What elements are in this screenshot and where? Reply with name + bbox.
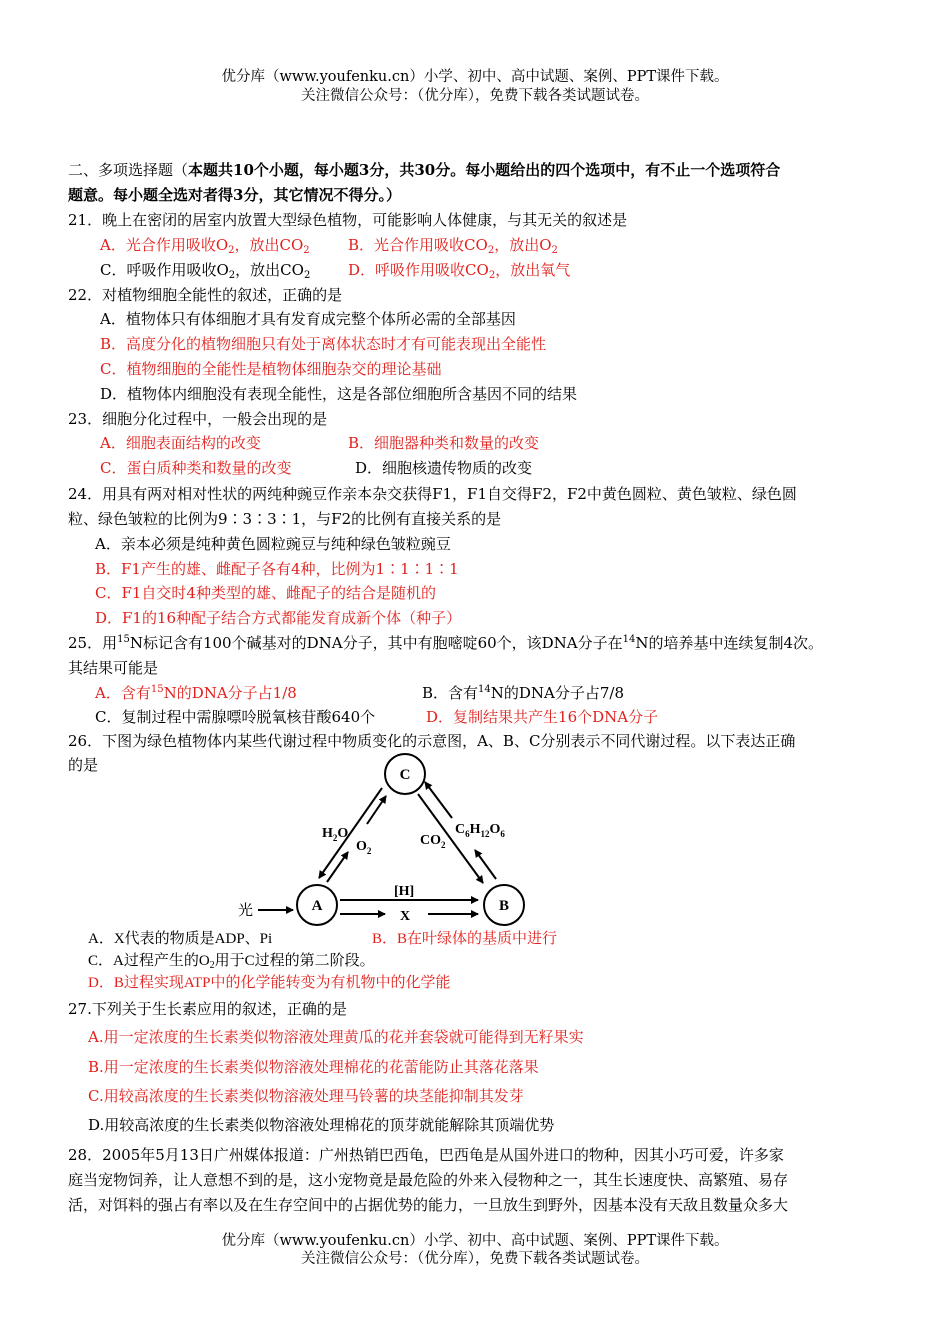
label-x: X bbox=[400, 909, 411, 924]
page-header-line2: 关注微信公众号：（优分库），免费下载各类试题试卷。 bbox=[301, 88, 649, 104]
q21-option-c: C．呼吸作用吸收$O_2$，放出$CO_2$ bbox=[100, 261, 311, 281]
section-title bbox=[68, 160, 780, 180]
q24-option-d: D．F1的16种配子结合方式都能发育成新个体（种子） bbox=[95, 609, 462, 627]
arrow-b-to-c bbox=[475, 850, 496, 879]
section-title-label: 二、多项选择题（ bbox=[68, 161, 189, 179]
q23-stem: 23．细胞分化过程中，一般会出现的是 bbox=[68, 410, 328, 428]
q22-option-d: D．植物体内细胞没有表现全能性，这是各部位细胞所含基因不同的结果 bbox=[100, 385, 578, 403]
light-label: 光 bbox=[238, 903, 254, 919]
q27-option-b: B.用一定浓度的生长素类似物溶液处理棉花的花蕾能防止其落花落果 bbox=[88, 1058, 539, 1076]
q24-stem-1: 24．用具有两对相对性状的两纯种豌豆作亲本杂交获得F1，F1自交得F2，F2中黄色圆粒、黄色皱粒、绿色圆 bbox=[68, 485, 797, 503]
svg-text:B: B bbox=[498, 898, 510, 914]
label-co2: $CO_2$ bbox=[420, 833, 446, 850]
arrow-a-to-c bbox=[367, 796, 386, 824]
q21-option-a: A．光合作用吸收$O_2$，放出$CO_2$ bbox=[100, 236, 310, 256]
q25-option-c: C．复制过程中需腺嘌呤脱氧核苷酸640个 bbox=[95, 708, 376, 726]
node-b bbox=[484, 885, 524, 925]
q24-option-a: A．亲本必须是纯种黄色圆粒豌豆与纯种绿色皱粒豌豆 bbox=[95, 535, 451, 553]
q24-option-b: B．F1产生的雄、雌配子各有4种，比例为1∶1∶1∶1 bbox=[95, 560, 459, 578]
q25-stem-2: 其结果可能是 bbox=[68, 659, 159, 677]
q27-option-c: C.用较高浓度的生长素类似物溶液处理马铃薯的块茎能抑制其发芽 bbox=[88, 1087, 524, 1105]
q24-option-c: C．F1自交时4种类型的雄、雌配子的结合是随机的 bbox=[95, 584, 436, 602]
svg-text:A: A bbox=[311, 898, 323, 914]
section-instructions-1: 本题共10个小题，每小题3分，共30分。每小题给出的四个选项中，有不止一个选项符合 bbox=[188, 161, 781, 179]
q23-option-a: A．细胞表面结构的改变 bbox=[100, 434, 261, 452]
page-header-line1: 优分库（www.youfenku.cn）小学、初中、高中试题、案例、PPT课件下载。 bbox=[221, 69, 729, 85]
arrow-o2-to-c-lower bbox=[327, 852, 348, 882]
q24-stem-2: 粒、绿色皱粒的比例为9∶3∶3∶1，与F2的比例有直接关系的是 bbox=[68, 510, 502, 528]
q21-option-d: D．呼吸作用吸收$CO_2$，放出氧气 bbox=[348, 261, 571, 281]
q28-line-1: 28．2005年5月13日广州媒体报道：广州热销巴西龟，巴西龟是从国外进口的物种，因其小巧可爱，许多家 bbox=[68, 1146, 784, 1164]
q26-option-a: A．X代表的物质是ADP、Pi bbox=[88, 931, 273, 947]
q26-option-d: D．B过程实现ATP中的化学能转变为有机物中的化学能 bbox=[88, 975, 451, 991]
q27-stem: 27.下列关于生长素应用的叙述，正确的是 bbox=[68, 1000, 347, 1018]
q26-option-c: C．A过程产生的$O_2$用于C过程的第二阶段。 bbox=[88, 953, 375, 971]
label-h: [H] bbox=[394, 884, 415, 899]
q22-option-b: B．高度分化的植物细胞只有处于离体状态时才有可能表现出全能性 bbox=[100, 335, 547, 353]
q28-line-3: 活，对饵料的强占有率以及在生存空间中的占据优势的能力，一旦放生到野外，因基本没有天敌且数量众多大 bbox=[68, 1196, 789, 1214]
q22-stem: 22．对植物细胞全能性的叙述，正确的是 bbox=[68, 286, 343, 304]
node-a bbox=[297, 885, 337, 925]
q26-stem-2: 的是 bbox=[68, 756, 99, 774]
q26-stem-1: 26．下图为绿色植物体内某些代谢过程中物质变化的示意图，A、B、C分别表示不同代谢过程。以下表达正确 bbox=[68, 732, 796, 750]
q22-option-c: C．植物细胞的全能性是植物体细胞杂交的理论基础 bbox=[100, 360, 442, 378]
q28-line-2: 庭当宠物饲养，让人意想不到的是，这小宠物竟是最危险的外来入侵物种之一，其生长速度快、高繁殖、易存 bbox=[68, 1171, 789, 1189]
q23-option-d: D．细胞核遗传物质的改变 bbox=[355, 459, 533, 477]
page-footer-line1: 优分库（www.youfenku.cn）小学、初中、高中试题、案例、PPT课件下载。 bbox=[221, 1233, 729, 1249]
metabolism-diagram bbox=[230, 752, 560, 932]
q21-option-b: B．光合作用吸收$CO_2$，放出$O_2$ bbox=[348, 236, 558, 256]
section-instructions-2: 题意。每小题全选对者得3分，其它情况不得分。） bbox=[68, 186, 401, 204]
q23-option-b: B．细胞器种类和数量的改变 bbox=[348, 434, 540, 452]
label-h2o: $H_2O$ bbox=[322, 826, 349, 843]
label-o2: $O_2$ bbox=[356, 839, 372, 856]
q23-option-c: C．蛋白质种类和数量的改变 bbox=[100, 459, 292, 477]
page-footer-line2: 关注微信公众号：（优分库），免费下载各类试题试卷。 bbox=[301, 1251, 649, 1267]
svg-text:C: C bbox=[399, 767, 411, 783]
arrow-b-to-c-upper bbox=[425, 782, 452, 818]
q21-stem: 21．晚上在密闭的居室内放置大型绿色植物，可能影响人体健康，与其无关的叙述是 bbox=[68, 211, 628, 229]
q26-option-b: B．B在叶绿体的基质中进行 bbox=[372, 931, 558, 947]
q25-option-a: A．含有$^{15}$N的DNA分子占1/8 bbox=[95, 684, 297, 702]
q25-option-b: B．含有$^{14}$N的DNA分子占7/8 bbox=[422, 684, 625, 702]
q27-option-a: A.用一定浓度的生长素类似物溶液处理黄瓜的花并套袋就可能得到无籽果实 bbox=[88, 1028, 584, 1046]
label-glucose: $C_6H_{12}O_6$ bbox=[455, 822, 505, 839]
q27-option-d: D.用较高浓度的生长素类似物溶液处理棉花的顶芽就能解除其顶端优势 bbox=[88, 1116, 555, 1134]
node-c bbox=[385, 754, 425, 794]
q25-stem-1: 25．用$^{15}$N标记含有100个碱基对的DNA分子，其中有胞嘧啶60个，该DNA分子在$^{14}$N的培养基中连续复制4次。 bbox=[68, 634, 824, 652]
q22-option-a: A．植物体只有体细胞才具有发育成完整个体所必需的全部基因 bbox=[100, 310, 516, 328]
q25-option-d: D．复制结果共产生16个DNA分子 bbox=[426, 708, 659, 726]
